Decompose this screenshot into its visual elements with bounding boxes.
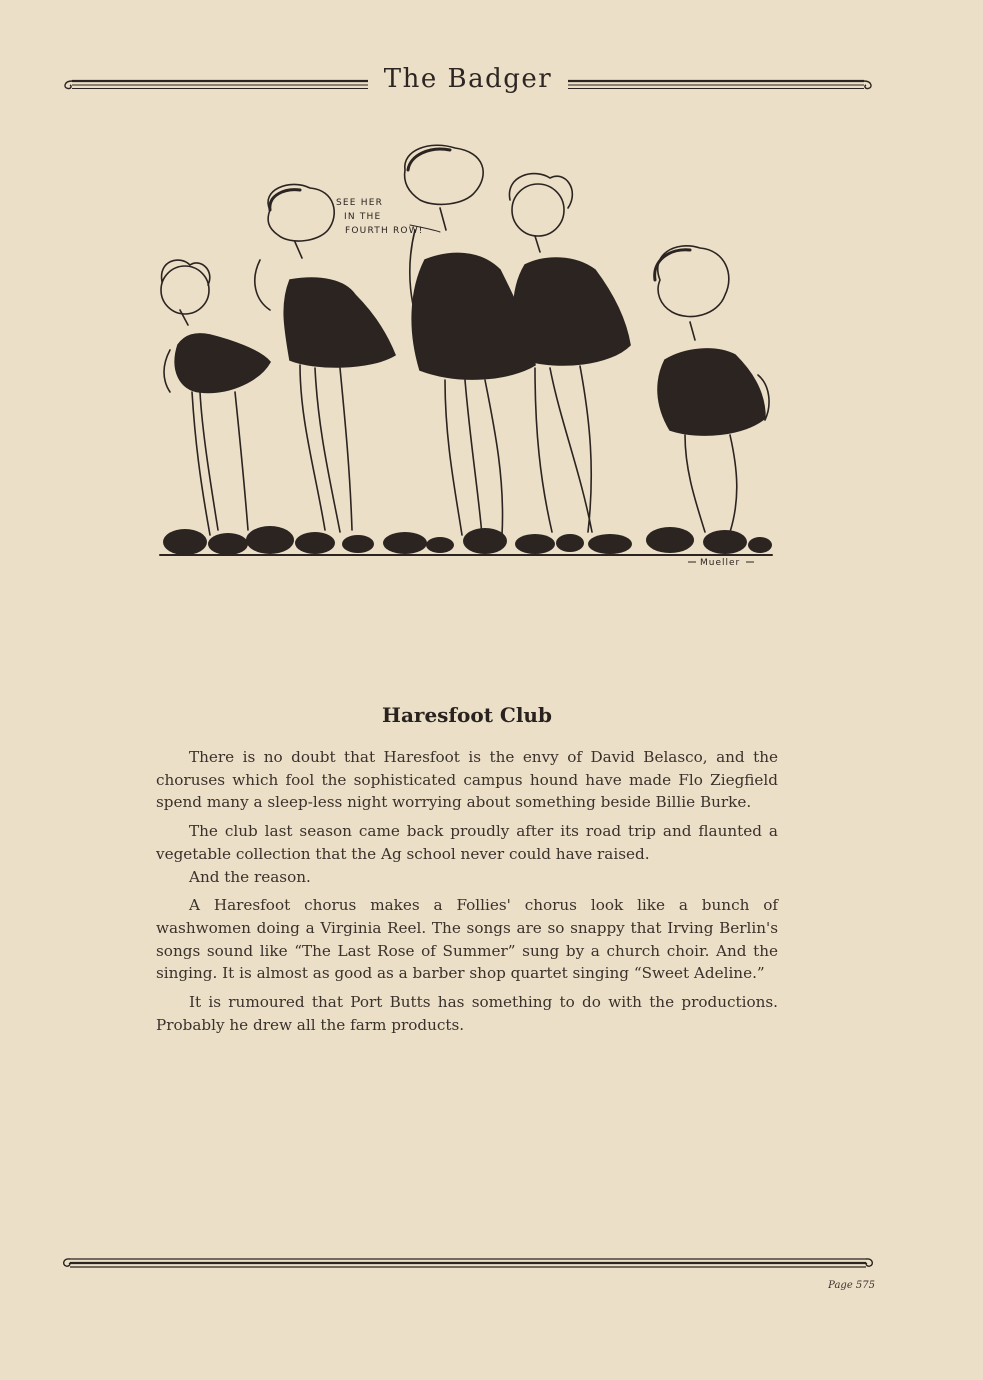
paragraph-2: The club last season came back proudly after its road trip and flaunted a vegetable collection that the Ag school never could have raised. xyxy=(156,822,778,863)
dancer-3 xyxy=(405,145,535,535)
dancer-5 xyxy=(655,246,769,532)
article-title: Haresfoot Club xyxy=(382,703,552,727)
speech-line-1: SEE HER xyxy=(336,198,384,208)
footer-rule xyxy=(62,1253,874,1273)
chorus-girls-illustration xyxy=(140,130,790,575)
header-rule-right xyxy=(568,76,874,92)
page-number: Page 575 xyxy=(828,1280,875,1291)
running-title: The Badger xyxy=(383,64,553,94)
dancer-1 xyxy=(161,260,270,535)
paragraph-5: It is rumoured that Port Butts has something to do with the productions. Probably he drew all the farm products. xyxy=(156,993,778,1034)
speech-line-2: IN THE xyxy=(344,212,382,222)
paragraph-3: And the reason. xyxy=(189,867,311,886)
page-header xyxy=(62,62,874,106)
article-body xyxy=(156,746,778,1042)
paragraph-4: A Haresfoot chorus makes a Follies' chorus look like a bunch of washwomen doing a Virginia Reel. The songs are so snappy that Irving Berlin's songs sound like “The Last Rose of Summer” sung by a church choir. And the singing. It is almost as good as a barber shop quartet singing “Sweet Adeline.” xyxy=(156,896,778,983)
dancer-2 xyxy=(255,184,395,532)
speech-line-3: FOURTH ROW! xyxy=(345,226,424,236)
chorus-girls-drawing xyxy=(140,130,790,575)
dancer-4 xyxy=(509,174,630,532)
paragraph-1: There is no doubt that Haresfoot is the envy of David Belasco, and the choruses which fool the sophisticated campus hound have made Flo Ziegfield spend many a sleep-less night worrying about something beside Billie Burke. xyxy=(156,748,778,812)
artist-signature: Mueller xyxy=(700,558,741,568)
